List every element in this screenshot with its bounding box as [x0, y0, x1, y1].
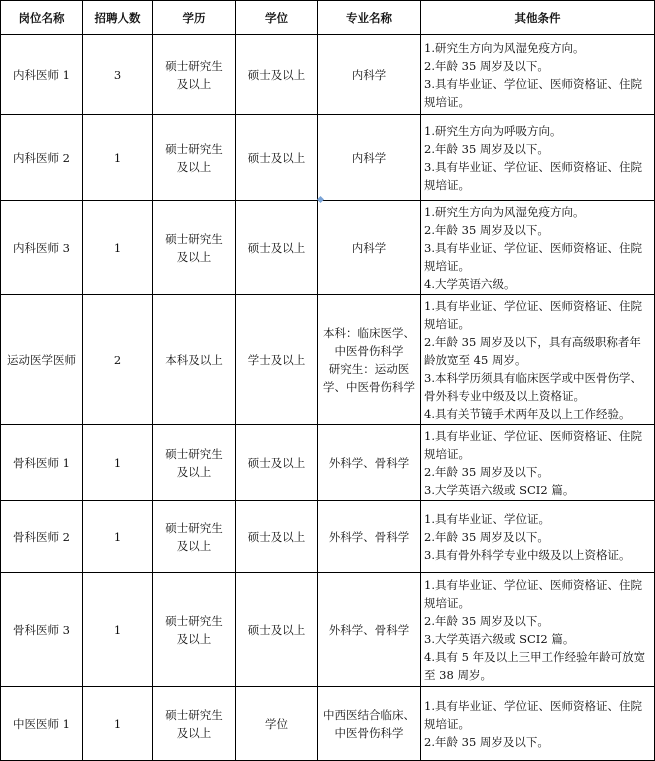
degree-cell: 硕士及以上	[236, 573, 318, 687]
conditions-cell	[421, 201, 655, 295]
major-line: 本科：临床医学、中医骨伤科学	[323, 325, 415, 358]
condition-line: 2.年龄 35 周岁及以下。	[424, 222, 549, 237]
major-cell	[318, 115, 421, 201]
education-cell: 硕士研究生及以上	[153, 573, 236, 687]
conditions-cell	[421, 295, 655, 425]
major-line: 外科学、骨科学	[328, 529, 410, 544]
table-row	[1, 501, 655, 573]
count-cell: 1	[83, 201, 153, 295]
condition-line: 2.年龄 35 周岁及以下。	[424, 141, 549, 156]
count-cell: 3	[83, 35, 153, 115]
major-line: 内科学	[351, 150, 387, 165]
table-row	[1, 425, 655, 501]
condition-line: 1.具有毕业证、学位证、医师资格证、住院规培证。	[424, 698, 642, 731]
condition-line: 3.具有毕业证、学位证、医师资格证、住院规培证。	[424, 159, 642, 192]
position-cell: 运动医学医师	[1, 295, 83, 425]
header-major: 专业名称	[318, 1, 421, 35]
degree-cell: 硕士及以上	[236, 425, 318, 501]
table-row	[1, 295, 655, 425]
position-cell: 内科医师 3	[1, 201, 83, 295]
degree-cell: 硕士及以上	[236, 115, 318, 201]
major-line: 外科学、骨科学	[328, 455, 410, 470]
condition-line: 3.具有毕业证、学位证、医师资格证、住院规培证。	[424, 76, 642, 109]
condition-line: 4.具有 5 年及以上三甲工作经验年龄可放宽至 38 周岁。	[424, 649, 646, 682]
table-row	[1, 687, 655, 761]
conditions-cell	[421, 573, 655, 687]
condition-line: 1.研究生方向为呼吸方向。	[424, 123, 562, 138]
count-cell: 2	[83, 295, 153, 425]
major-cell	[318, 35, 421, 115]
condition-line: 1.具有毕业证、学位证。	[424, 511, 550, 526]
conditions-cell	[421, 115, 655, 201]
condition-line: 3.本科学历须具有临床医学或中医骨伤学、骨外科专业中级及以上资格证。	[424, 370, 642, 403]
count-cell: 1	[83, 573, 153, 687]
condition-line: 2.年龄 35 周岁及以下。	[424, 529, 549, 544]
degree-cell: 学位	[236, 687, 318, 761]
position-cell: 骨科医师 3	[1, 573, 83, 687]
header-degree: 学位	[236, 1, 318, 35]
condition-line: 3.具有毕业证、学位证、医师资格证、住院规培证。	[424, 240, 642, 273]
count-cell: 1	[83, 687, 153, 761]
conditions-cell	[421, 687, 655, 761]
position-cell: 中医医师 1	[1, 687, 83, 761]
degree-cell: 硕士及以上	[236, 201, 318, 295]
position-cell: 内科医师 1	[1, 35, 83, 115]
condition-line: 2.年龄 35 周岁及以下。	[424, 464, 549, 479]
education-cell: 硕士研究生及以上	[153, 35, 236, 115]
major-line: 中西医结合临床、中医骨伤科学	[323, 707, 415, 740]
table-row	[1, 35, 655, 115]
count-cell: 1	[83, 425, 153, 501]
education-cell: 本科及以上	[153, 295, 236, 425]
position-cell: 骨科医师 1	[1, 425, 83, 501]
condition-line: 1.研究生方向为风湿免疫方向。	[424, 40, 585, 55]
table-row	[1, 115, 655, 201]
major-cell	[318, 201, 421, 295]
condition-line: 3.大学英语六级或 SCI2 篇。	[424, 482, 575, 497]
conditions-cell	[421, 501, 655, 573]
table-row	[1, 201, 655, 295]
table-row	[1, 573, 655, 687]
major-cell	[318, 687, 421, 761]
education-cell: 硕士研究生及以上	[153, 425, 236, 501]
condition-line: 3.具有骨外科学专业中级及以上资格证。	[424, 547, 631, 562]
degree-cell: 学士及以上	[236, 295, 318, 425]
major-line: 内科学	[351, 67, 387, 82]
condition-line: 2.年龄 35 周岁及以下。	[424, 613, 549, 628]
condition-line: 1.具有毕业证、学位证、医师资格证、住院规培证。	[424, 298, 642, 331]
major-cell	[318, 501, 421, 573]
condition-line: 2.年龄 35 周岁及以下。	[424, 734, 549, 749]
education-cell: 硕士研究生及以上	[153, 115, 236, 201]
education-cell: 硕士研究生及以上	[153, 201, 236, 295]
condition-line: 4.具有关节镜手术两年及以上工作经验。	[424, 406, 631, 421]
header-conditions: 其他条件	[421, 1, 655, 35]
major-line: 研究生：运动医学、中医骨伤科学	[323, 361, 415, 394]
header-count: 招聘人数	[83, 1, 153, 35]
condition-line: 1.具有毕业证、学位证、医师资格证、住院规培证。	[424, 577, 642, 610]
condition-line: 1.研究生方向为风湿免疫方向。	[424, 204, 585, 219]
condition-line: 1.具有毕业证、学位证、医师资格证、住院规培证。	[424, 428, 642, 461]
major-cell	[318, 573, 421, 687]
education-cell: 硕士研究生及以上	[153, 687, 236, 761]
header-row	[1, 1, 655, 35]
position-cell: 骨科医师 2	[1, 501, 83, 573]
table-body	[1, 35, 655, 761]
education-cell: 硕士研究生及以上	[153, 501, 236, 573]
condition-line: 2.年龄 35 周岁及以下。	[424, 58, 549, 73]
condition-line: 2.年龄 35 周岁及以下，具有高级职称者年龄放宽至 45 周岁。	[424, 334, 641, 367]
degree-cell: 硕士及以上	[236, 501, 318, 573]
header-position: 岗位名称	[1, 1, 83, 35]
major-line: 外科学、骨科学	[328, 622, 410, 637]
header-education: 学历	[153, 1, 236, 35]
major-line: 内科学	[351, 240, 387, 255]
condition-line: 4.大学英语六级。	[424, 276, 516, 291]
condition-line: 3.大学英语六级或 SCI2 篇。	[424, 631, 575, 646]
count-cell: 1	[83, 115, 153, 201]
major-cell	[318, 425, 421, 501]
conditions-cell	[421, 35, 655, 115]
count-cell: 1	[83, 501, 153, 573]
position-cell: 内科医师 2	[1, 115, 83, 201]
conditions-cell	[421, 425, 655, 501]
degree-cell: 硕士及以上	[236, 35, 318, 115]
major-cell	[318, 295, 421, 425]
